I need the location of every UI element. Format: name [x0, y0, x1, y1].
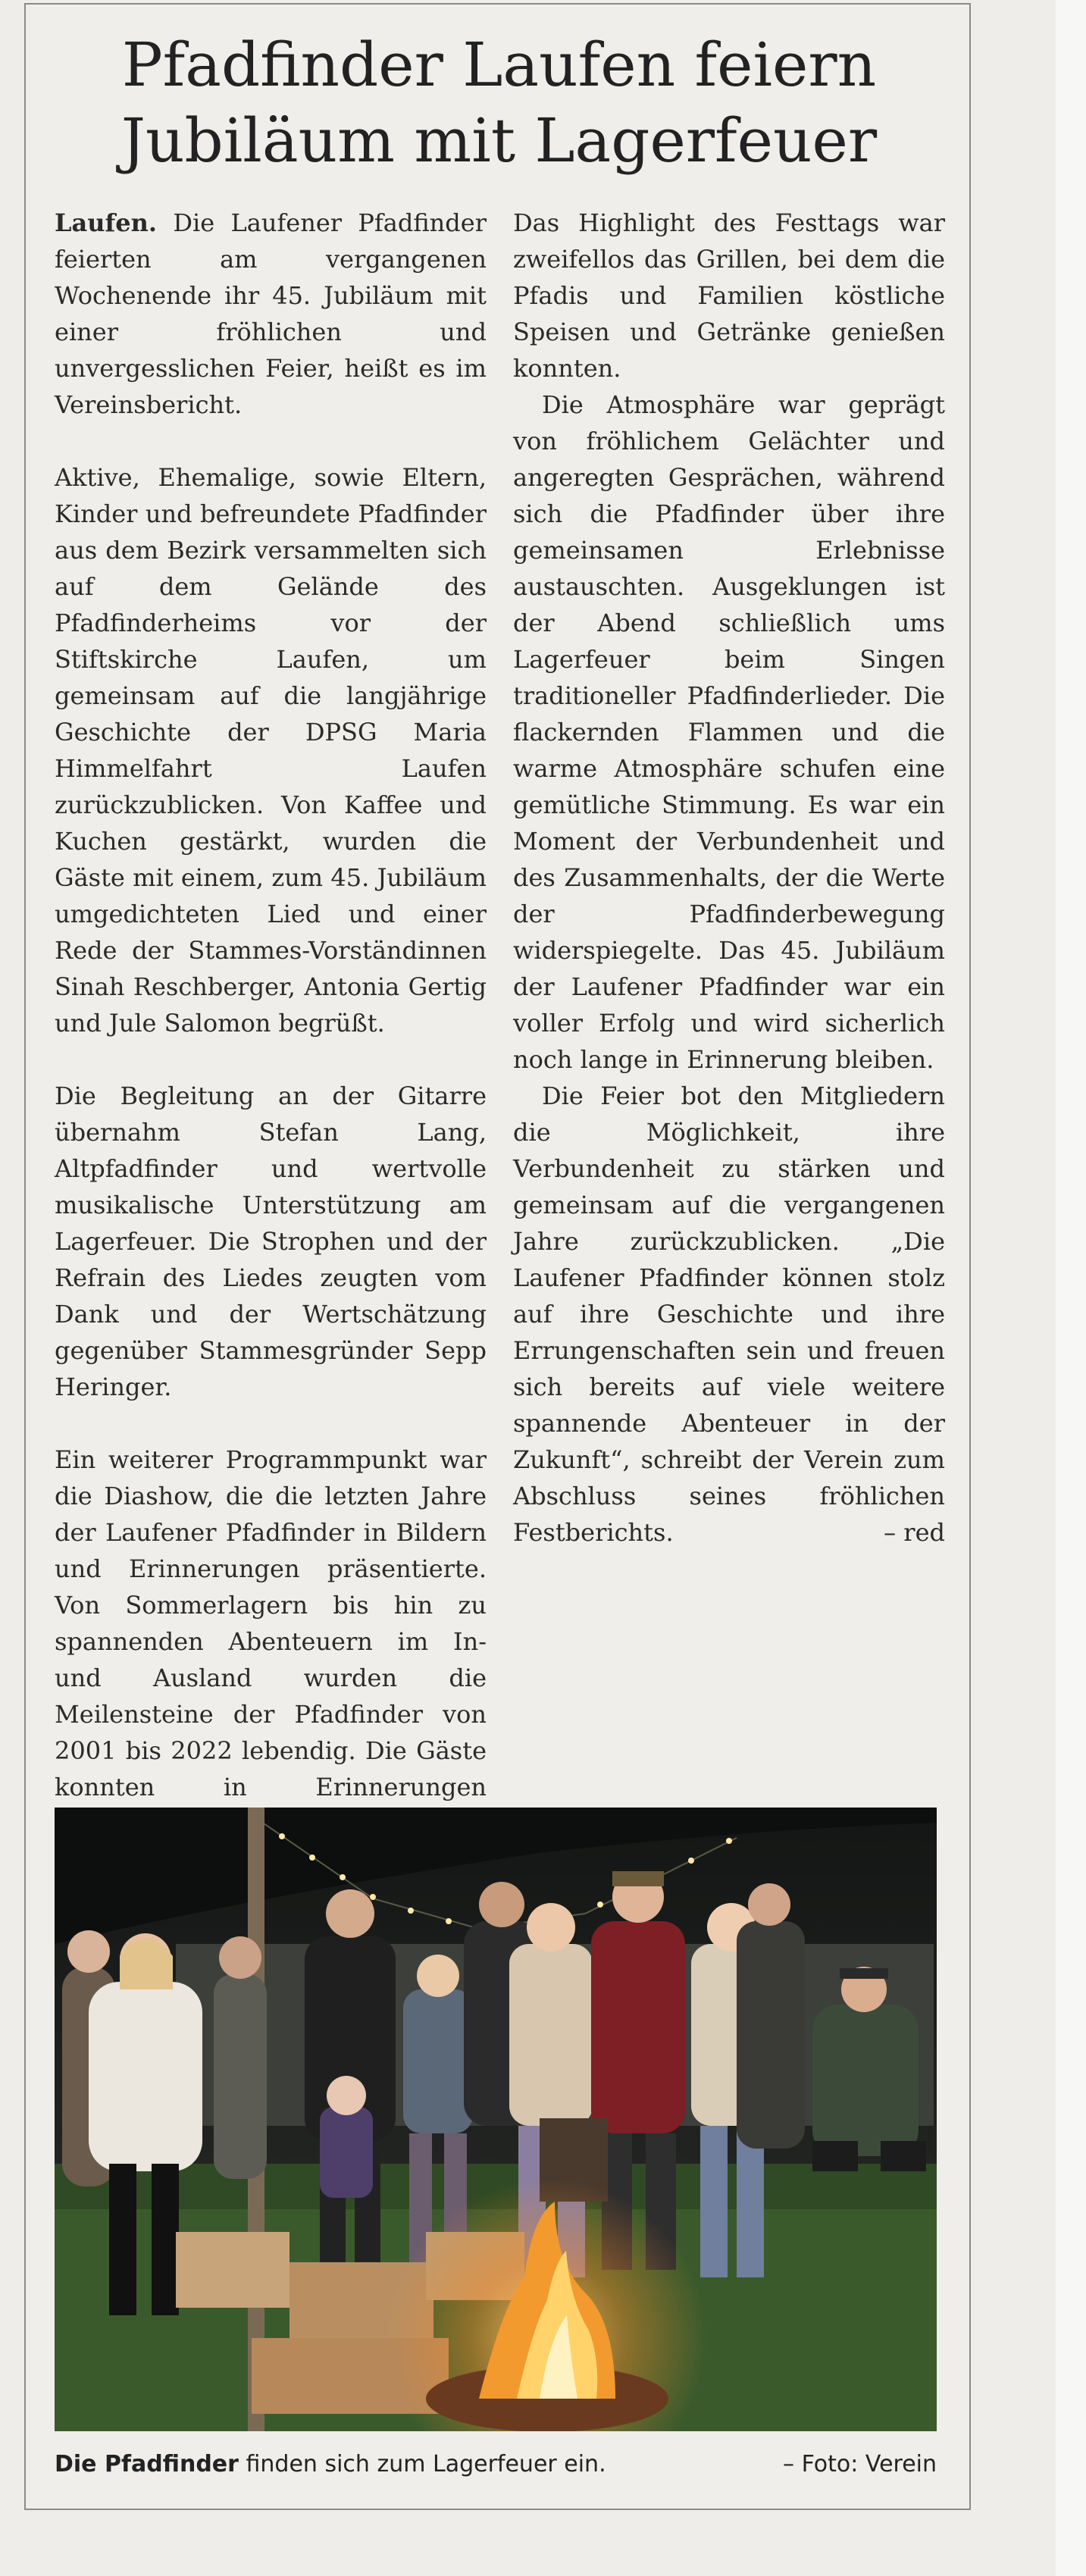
- article-paragraph: Die Atmosphäre war geprägt von fröhlichem Gelächter und angeregten Gesprächen, während sich die Pfadfinder über ihre gemeinsamen Erlebnisse austauschten. Ausgeklungen ist der Abend schließlich ums Lagerfeuer beim Singen traditioneller Pfadfinderlieder. Die flackernden Flammen und die warme Atmosphäre schufen eine gemütliche Stimmung. Es war ein Moment der Verbundenheit und des Zusammenhalts, der die Werte der Pfadfinderbewegung widerspiegelte. Das 45. Jubiläum der Laufener Pfadfinder war ein voller Erfolg und wird sicherlich noch lange in Erinnerung bleiben.: [513, 390, 945, 1074]
- photo-credit: – Foto: Verein: [783, 2451, 937, 2477]
- page-margin: [1056, 0, 1086, 2576]
- article-headline: [27, 27, 971, 179]
- article-paragraph: Das Highlight des Festtags war zweifellos das Grillen, bei dem die Pfadis und Familien köstliche Speisen und Getränke genießen konnten.: [513, 208, 945, 383]
- caption-subject: Die Pfadfinder: [55, 2451, 239, 2477]
- article-paragraph: [55, 205, 487, 423]
- author-signature: – red: [884, 1518, 945, 1547]
- article-paragraph: Ein weiterer Programmpunkt war die Diashow, die die letzten Jahre der Laufener Pfadfinder in Bildern und Erinnerungen präsentierte. Von Sommerlagern bis hin zu spannenden Abenteuern im In- und Ausland wurden die Meilensteine der Pfadfinder von 2001 bis 2022 lebendig. Die Gäste konnten in Erinnerungen: [55, 1445, 487, 1801]
- article-paragraph: Aktive, Ehemalige, sowie Eltern, Kinder und befreundete Pfadfinder aus dem Bezirk versammelten sich auf dem Gelände des Pfadfinderheims vor der Stiftskirche Laufen, um gemeinsam auf die langjährige Geschichte der DPSG Maria Himmelfahrt Laufen zurückzublicken. Von Kaffee und Kuchen gestärkt, wurden die Gäste mit einem, zum 45. Jubiläum umgedichteten Lied und einer Rede der Stammes-Vorständinnen Sinah Reschberger, Antonia Gertig und Jule Salomon begrüßt.: [55, 463, 487, 1038]
- paragraph-text: Die Feier bot den Mitgliedern die Möglichkeit, ihre Verbundenheit zu stärken und gemeinsam auf die vergangenen Jahre zurückzublicken. „Die Laufener Pfadfinder können stolz auf ihre Geschichte und ihre Errungenschaften sein und freuen sich bereits auf viele weitere spannende Abenteuer in der Zukunft“, schreibt der Verein zum Abschluss seines fröhlichen Festberichts.: [513, 1081, 945, 1547]
- headline-line-1: Pfadfinder Laufen feiern: [121, 30, 877, 100]
- caption-text: finden sich zum Lagerfeuer ein.: [238, 2451, 606, 2477]
- paragraph-text: Die Laufener Pfadfinder feierten am vergangenen Wochenende ihr 45. Jubiläum mit einer fröhlichen und unvergesslichen Feier, heißt es im Vereinsbericht.: [55, 208, 487, 419]
- campfire-photo-illustration: [55, 1808, 937, 2431]
- dateline: Laufen.: [55, 208, 158, 237]
- headline-line-2: Jubiläum mit Lagerfeuer: [120, 105, 878, 176]
- photo-caption: [55, 2449, 937, 2480]
- article-paragraph: [513, 1078, 945, 1551]
- article-paragraph: Die Begleitung an der Gitarre übernahm Stefan Lang, Altpfadfinder und wertvolle musikalische Unterstützung am Lagerfeuer. Die Strophen und der Refrain des Liedes zeugten vom Dank und der Wertschätzung gegenüber Stammesgründer Sepp Heringer.: [55, 1081, 487, 1401]
- article-column-right: [513, 205, 945, 1551]
- campfire-photo: [55, 1808, 937, 2431]
- article-column-left: [55, 205, 487, 1951]
